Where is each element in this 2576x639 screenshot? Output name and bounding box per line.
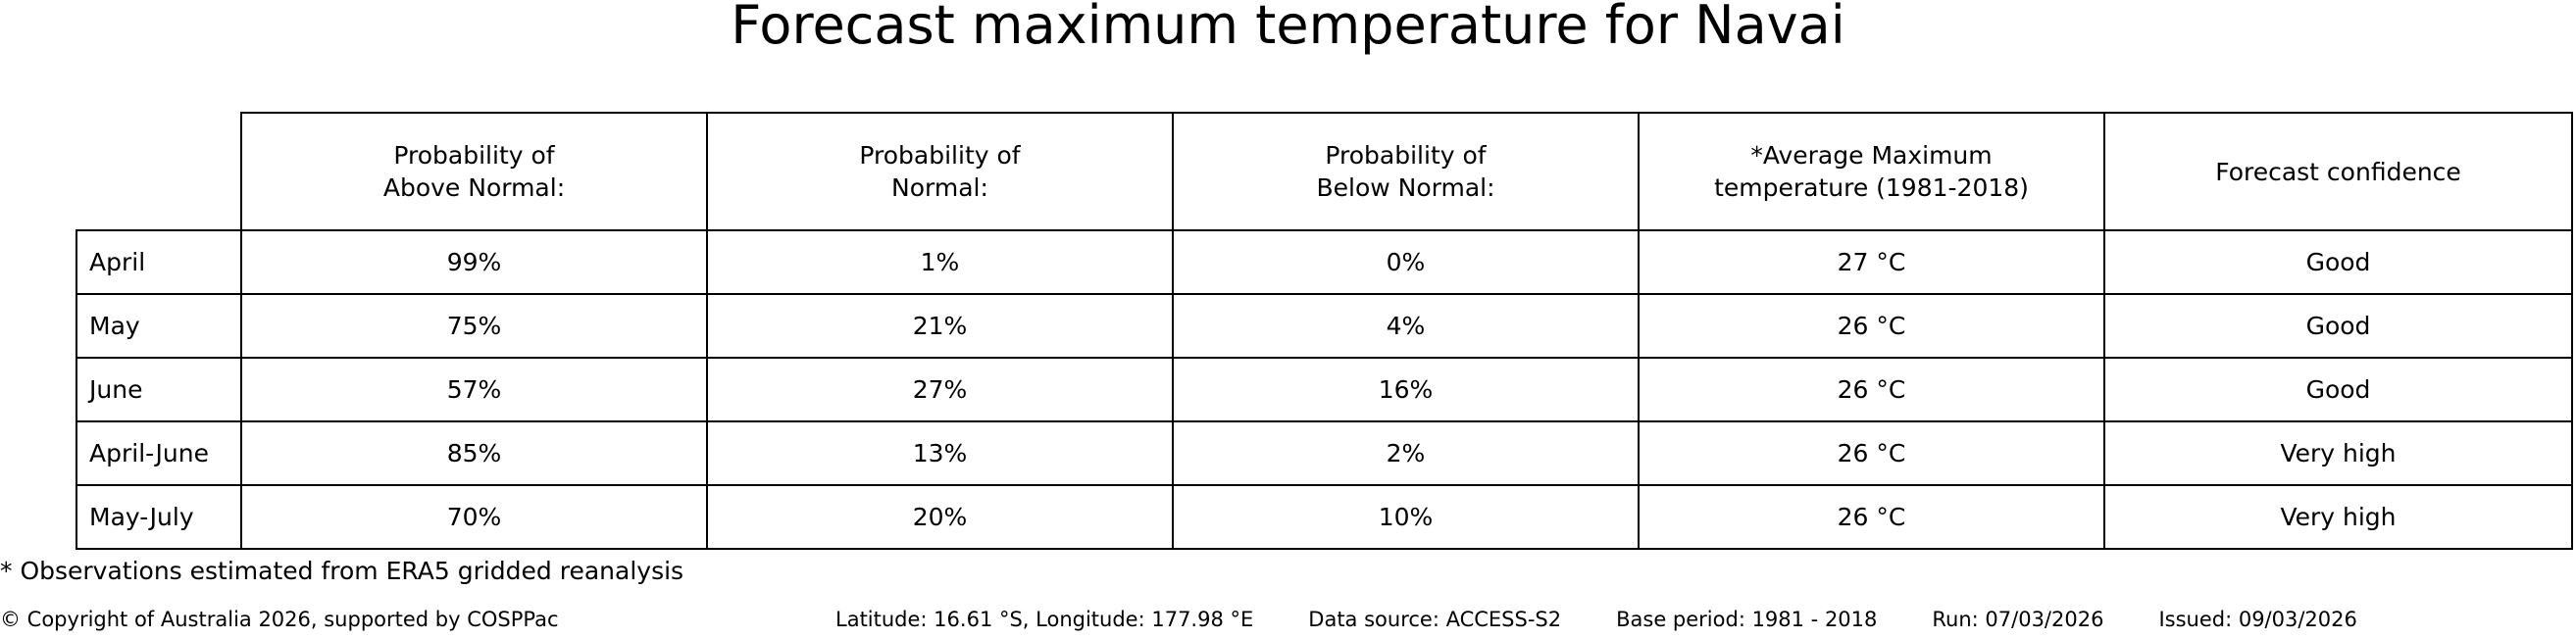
forecast-table — [76, 112, 2573, 550]
table-row — [76, 294, 2572, 358]
cell-june-avg-max-temp — [1639, 358, 2104, 421]
row-label-may-july: May-July — [76, 485, 241, 549]
row-label-april-june: April-June — [76, 421, 241, 485]
degree-celsius-unit: °C — [1876, 503, 1906, 531]
table-header-corner — [76, 113, 241, 230]
footer-data-source: Data source: ACCESS-S2 — [1308, 608, 1562, 631]
degree-celsius-unit: °C — [1876, 439, 1906, 467]
column-header-above-normal — [241, 113, 707, 230]
column-header-forecast-confidence — [2104, 113, 2572, 230]
footer-copyright: © Copyright of Australia 2026, supported by COSPPac — [0, 608, 559, 631]
cell-may-confidence: Good — [2104, 294, 2572, 358]
column-header-average-max-temp — [1639, 113, 2104, 230]
row-label-april: April — [76, 230, 241, 294]
cell-may-avg-max-temp — [1639, 294, 2104, 358]
cell-april-above-normal: 99% — [241, 230, 707, 294]
column-header-below-normal-line1: Probability of — [1325, 141, 1487, 170]
row-label-june: June — [76, 358, 241, 421]
footer-issued-date: Issued: 09/03/2026 — [2158, 608, 2357, 631]
forecast-table-container — [76, 112, 2573, 550]
cell-may-july-avg-max-temp-value: 26 — [1837, 503, 1869, 531]
column-header-normal-line1: Probability of — [859, 141, 1021, 170]
cell-june-confidence: Good — [2104, 358, 2572, 421]
table-row — [76, 358, 2572, 421]
cell-june-normal: 27% — [707, 358, 1173, 421]
cell-june-avg-max-temp-value: 26 — [1837, 375, 1869, 404]
cell-april-june-above-normal: 85% — [241, 421, 707, 485]
cell-may-below-normal: 4% — [1173, 294, 1639, 358]
cell-april-june-normal: 13% — [707, 421, 1173, 485]
degree-celsius-unit: °C — [1876, 375, 1906, 404]
footer — [0, 606, 2576, 637]
cell-april-avg-max-temp-value: 27 — [1837, 248, 1869, 276]
cell-april-normal: 1% — [707, 230, 1173, 294]
table-header-row — [76, 113, 2572, 230]
table-body — [76, 230, 2572, 549]
cell-june-below-normal: 16% — [1173, 358, 1639, 421]
cell-april-june-avg-max-temp — [1639, 421, 2104, 485]
table-row — [76, 485, 2572, 549]
column-header-below-normal — [1173, 113, 1639, 230]
cell-may-july-confidence: Very high — [2104, 485, 2572, 549]
row-label-may: May — [76, 294, 241, 358]
column-header-below-normal-line2: Below Normal: — [1316, 173, 1495, 202]
cell-april-june-avg-max-temp-value: 26 — [1837, 439, 1869, 467]
table-row — [76, 421, 2572, 485]
cell-april-below-normal: 0% — [1173, 230, 1639, 294]
footer-base-period: Base period: 1981 - 2018 — [1616, 608, 1878, 631]
column-header-forecast-confidence-line1: Forecast confidence — [2215, 157, 2461, 186]
cell-may-normal: 21% — [707, 294, 1173, 358]
footer-metadata — [835, 606, 2357, 633]
cell-april-june-confidence: Very high — [2104, 421, 2572, 485]
cell-april-june-below-normal: 2% — [1173, 421, 1639, 485]
table-header — [76, 113, 2572, 230]
cell-april-avg-max-temp — [1639, 230, 2104, 294]
degree-celsius-unit: °C — [1876, 312, 1906, 340]
cell-may-july-above-normal: 70% — [241, 485, 707, 549]
cell-may-july-avg-max-temp — [1639, 485, 2104, 549]
column-header-average-max-temp-line1: *Average Maximum — [1750, 141, 1993, 170]
cell-april-confidence: Good — [2104, 230, 2572, 294]
column-header-normal — [707, 113, 1173, 230]
cell-may-july-below-normal: 10% — [1173, 485, 1639, 549]
cell-may-july-normal: 20% — [707, 485, 1173, 549]
column-header-average-max-temp-line2: temperature (1981-2018) — [1714, 173, 2029, 202]
cell-may-above-normal: 75% — [241, 294, 707, 358]
column-header-normal-line2: Normal: — [891, 173, 988, 202]
column-header-above-normal-line2: Above Normal: — [382, 173, 566, 202]
column-header-above-normal-line1: Probability of — [393, 141, 555, 170]
footer-location: Latitude: 16.61 °S, Longitude: 177.98 °E — [835, 608, 1254, 631]
degree-celsius-unit: °C — [1876, 248, 1906, 276]
table-row — [76, 230, 2572, 294]
observations-footnote: * Observations estimated from ERA5 gridded reanalysis — [0, 557, 684, 585]
footer-run-date: Run: 07/03/2026 — [1932, 608, 2104, 631]
page-title: Forecast maximum temperature for Navai — [731, 0, 1845, 56]
cell-june-above-normal: 57% — [241, 358, 707, 421]
cell-may-avg-max-temp-value: 26 — [1837, 312, 1869, 340]
